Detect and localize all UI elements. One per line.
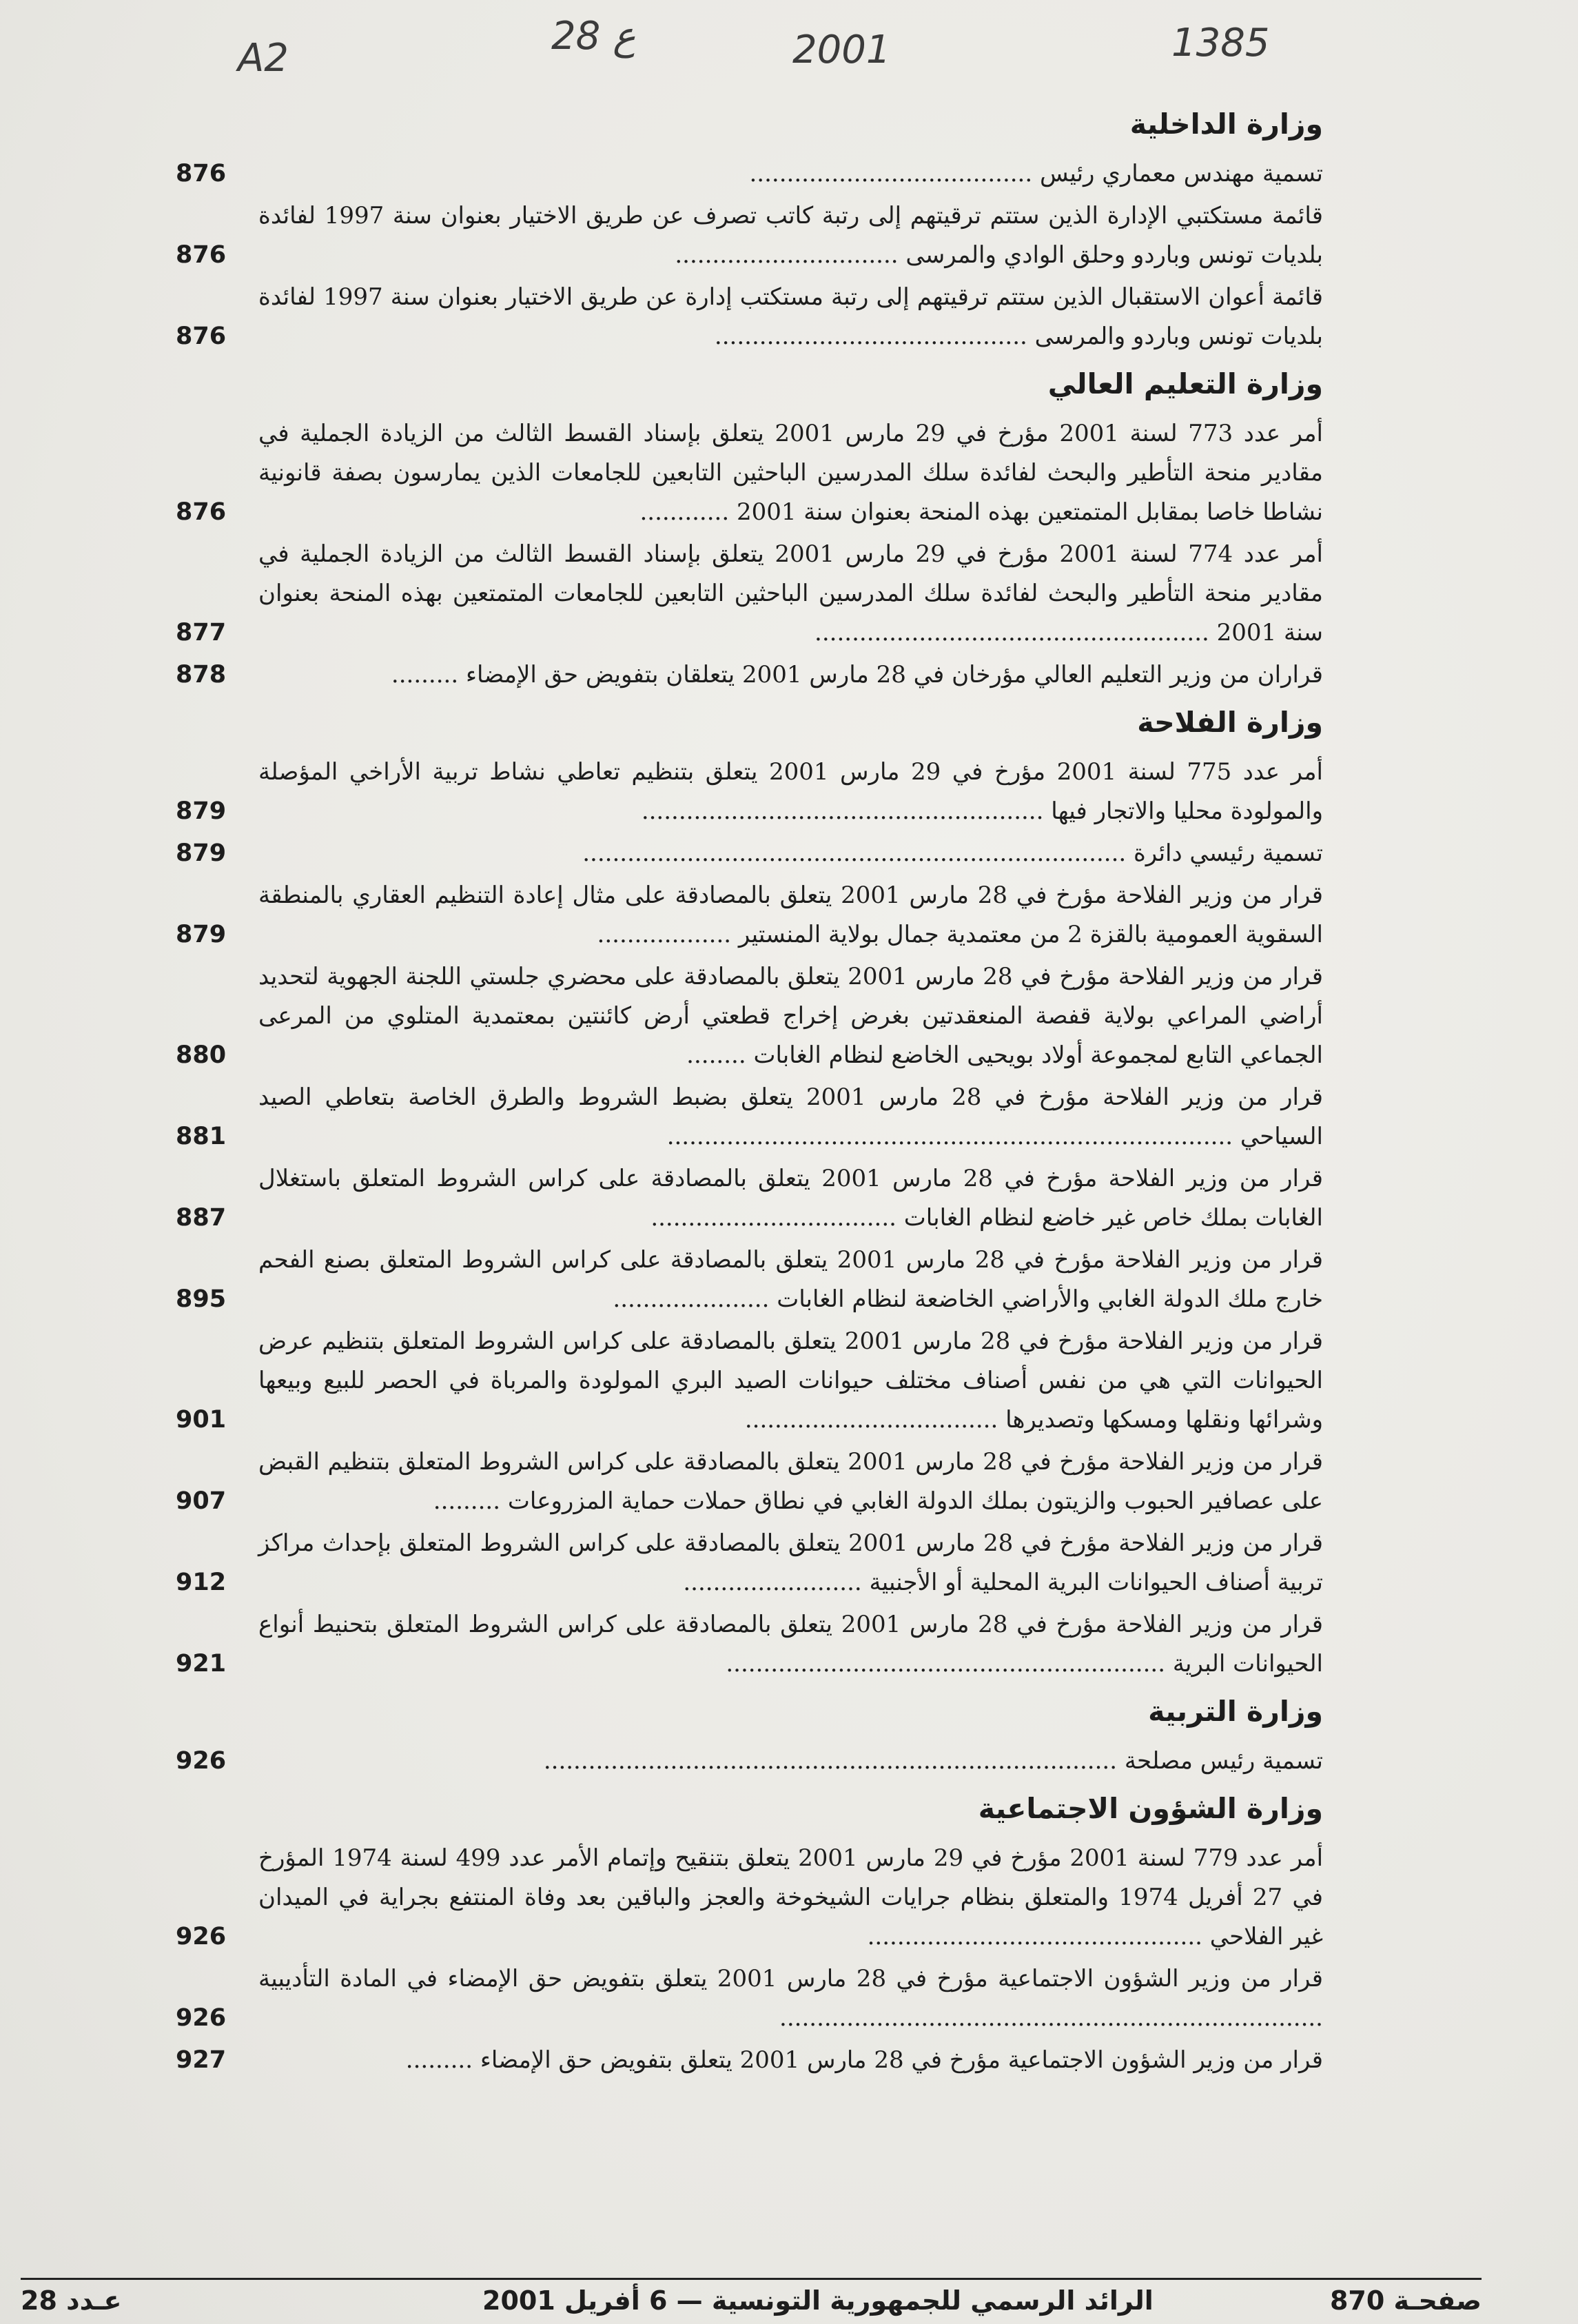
entry-page-number: 926 xyxy=(176,2004,227,2032)
toc-entry xyxy=(176,535,1323,653)
entry-page-number: 879 xyxy=(176,797,227,825)
entry-page-number: 880 xyxy=(176,1041,227,1069)
entry-title: قرار من وزير الفلاحة مؤرخ في 28 مارس 2001 يتعلق بالمصادقة على كراس الشروط المتعلق بتنظيم عرض الحيوانات التي هي من نفس أصناف مختلف حيوانات الصيد البري المولودة والمرباة في الحصر للبيع وبيعها وشرائها ونقلها ومسكها وتصديرها .................................. xyxy=(258,1327,1323,1434)
entry-title: قرار من وزير الشؤون الاجتماعية مؤرخ في 28 مارس 2001 يتعلق بتفويض حق الإمضاء ......... xyxy=(405,2046,1323,2074)
ministry-title: وزارة الداخلية xyxy=(1129,108,1323,141)
entry-page-number: 927 xyxy=(176,2046,227,2074)
entry-title: أمر عدد 779 لسنة 2001 مؤرخ في 29 مارس 2001 يتعلق بتنقيح وإتمام الأمر عدد 499 لسنة 1974 المؤرخ في 27 أفريل 1974 والمتعلق بنظام جرايات الشيخوخة والعجز والباقين بعد وفاة المنتفع بجراية في الميدان غير الفلاحي ............................................. xyxy=(258,1844,1324,1950)
entry-page-number: 876 xyxy=(176,323,227,350)
entry-page-number: 878 xyxy=(176,661,227,689)
footer-issue-number: عـدد 28 xyxy=(21,2285,122,2316)
toc-entry xyxy=(176,1605,1323,1684)
table-of-contents xyxy=(176,96,1323,2083)
entry-title: أمر عدد 774 لسنة 2001 مؤرخ في 29 مارس 2001 يتعلق بإسناد القسط الثالث من الزيادة الجملية في مقادير منحة التأطير والبحث لفائدة سلك المدرسين الباحثين التابعين للجامعات المتمتعين بهذه المنحة بعنوان سنة 2001 ..................................................... xyxy=(258,540,1323,646)
entry-page-number: 881 xyxy=(176,1123,227,1150)
entry-page-number: 901 xyxy=(176,1406,227,1434)
ministry-section xyxy=(176,103,1323,356)
entry-page-number: 879 xyxy=(176,839,227,867)
entry-page-number: 907 xyxy=(176,1487,227,1515)
toc-entry xyxy=(176,1241,1323,1319)
entry-title: قرار من وزير الفلاحة مؤرخ في 28 مارس 2001 يتعلق بالمصادقة على كراس الشروط المتعلق بصنع الفحم خارج ملك الدولة الغابي والأراضي الخاضعة لنظام الغابات ..................... xyxy=(258,1246,1324,1313)
entry-page-number: 895 xyxy=(176,1285,227,1313)
toc-entry xyxy=(176,1078,1323,1156)
ministry-title: وزارة التعليم العالي xyxy=(1047,367,1323,400)
entry-title: قائمة مستكتبي الإدارة الذين ستتم ترقيتهم إلى رتبة كاتب تصرف عن طريق الاختيار بعنوان سنة 1997 لفائدة بلديات تونس وباردو وحلق الوادي والمرسى .............................. xyxy=(258,202,1323,269)
handwritten-note-c: 2001 xyxy=(792,28,891,72)
ministry-section xyxy=(176,702,1323,1684)
toc-entry xyxy=(176,1959,1323,2038)
footer-page-number: صفحـة 870 xyxy=(1329,2285,1482,2316)
footer-journal-title: الرائد الرسمي للجمهورية التونسية — 6 أفريل 2001 xyxy=(482,2285,1154,2316)
entry-title: قرار من وزير الشؤون الاجتماعية مؤرخ في 28 مارس 2001 يتعلق بتفويض حق الإمضاء في المادة التأديبية ......................................................................... xyxy=(258,1965,1324,2032)
entry-page-number: 921 xyxy=(176,1650,227,1678)
entry-page-number: 876 xyxy=(176,241,227,269)
ministry-section xyxy=(176,1788,1323,2080)
entry-title: قرار من وزير الفلاحة مؤرخ في 28 مارس 2001 يتعلق بالمصادقة على محضري جلستي اللجنة الجهوية لتحديد أراضي المراعي بولاية قفصة المنعقدتين بغرض إخراج قطعتي أرض كائنتين بمعتمدية المتلوي من المرعى الجماعي التابع لمجموعة أولاد بويحيى الخاضع لنظام الغابات ........ xyxy=(258,963,1323,1069)
toc-entry xyxy=(176,753,1323,831)
toc-entry xyxy=(176,1322,1323,1440)
toc-entry xyxy=(176,278,1323,356)
toc-entry xyxy=(176,1839,1323,1957)
entry-title: قرار من وزير الفلاحة مؤرخ في 28 مارس 2001 يتعلق بضبط الشروط والطرق الخاصة بتعاطي الصيد السياحي ............................................................................ xyxy=(258,1083,1324,1150)
handwritten-note-a: A2 xyxy=(238,36,289,81)
toc-entry xyxy=(176,957,1323,1075)
entry-title: قائمة أعوان الاستقبال الذين ستتم ترقيتهم إلى رتبة مستكتب إدارة عن طريق الاختيار بعنوان سنة 1997 لفائدة بلديات تونس وباردو والمرسى .......................................... xyxy=(258,283,1323,350)
ministry-title: وزارة التربية xyxy=(1148,1695,1323,1728)
entry-title: تسمية رئيس مصلحة ............................................................................. xyxy=(543,1747,1323,1775)
entry-page-number: 926 xyxy=(176,1747,227,1775)
entry-title: قراران من وزير التعليم العالي مؤرخان في 28 مارس 2001 يتعلقان بتفويض حق الإمضاء ......... xyxy=(391,661,1323,689)
entry-page-number: 926 xyxy=(176,1923,227,1950)
toc-entry xyxy=(176,196,1323,275)
entry-page-number: 877 xyxy=(176,619,227,646)
handwritten-note-d: 1385 xyxy=(1171,21,1270,65)
toc-entry xyxy=(176,2041,1323,2080)
entry-title: أمر عدد 775 لسنة 2001 مؤرخ في 29 مارس 2001 يتعلق بتنظيم تعاطي نشاط تربية الأراخي المؤصلة والمولودة محليا والاتجار فيها ...................................................... xyxy=(258,758,1323,825)
ministry-title: وزارة الفلاحة xyxy=(1137,706,1323,739)
entry-page-number: 887 xyxy=(176,1204,227,1232)
toc-entry xyxy=(176,1443,1323,1521)
entry-title: تسمية مهندس معماري رئيس ...................................... xyxy=(749,160,1323,187)
page-footer xyxy=(21,2278,1482,2321)
entry-title: أمر عدد 773 لسنة 2001 مؤرخ في 29 مارس 2001 يتعلق بإسناد القسط الثالث من الزيادة الجملية في مقادير منحة التأطير والبحث لفائدة سلك المدرسين الباحثين التابعين للجامعات الذين يمارسون بصفة قانونية نشاطا خاصا بمقابل المتمتعين بهذه المنحة بعنوان سنة 2001 ............ xyxy=(258,420,1323,526)
handwritten-note-b: 28 ع xyxy=(551,14,636,59)
toc-entry xyxy=(176,1742,1323,1781)
toc-entry xyxy=(176,154,1323,194)
ministry-section xyxy=(176,1691,1323,1781)
entry-page-number: 912 xyxy=(176,1569,227,1596)
entry-page-number: 879 xyxy=(176,921,227,948)
toc-entry xyxy=(176,834,1323,873)
entry-title: قرار من وزير الفلاحة مؤرخ في 28 مارس 2001 يتعلق بالمصادقة على كراس الشروط المتعلق بتنظيم القبض على عصافير الحبوب والزيتون بملك الدولة الغابي في نطاق حملات حماية المزروعات ......... xyxy=(258,1448,1324,1515)
entry-title: قرار من وزير الفلاحة مؤرخ في 28 مارس 2001 يتعلق بالمصادقة على كراس الشروط المتعلق بتحنيط أنواع الحيوانات البرية ........................................................... xyxy=(258,1611,1323,1678)
ministry-title: وزارة الشؤون الاجتماعية xyxy=(978,1792,1323,1825)
entry-page-number: 876 xyxy=(176,498,227,526)
toc-entry xyxy=(176,876,1323,955)
toc-entry xyxy=(176,414,1323,532)
entry-title: تسمية رئيسي دائرة ......................................................................... xyxy=(582,839,1323,867)
toc-entry xyxy=(176,1524,1323,1602)
entry-page-number: 876 xyxy=(176,160,227,187)
entry-title: قرار من وزير الفلاحة مؤرخ في 28 مارس 2001 يتعلق بالمصادقة على كراس الشروط المتعلق بإحداث مراكز تربية أصناف الحيوانات البرية المحلية أو الأجنبية ........................ xyxy=(258,1529,1324,1596)
ministry-section xyxy=(176,363,1323,695)
toc-entry xyxy=(176,655,1323,695)
entry-title: قرار من وزير الفلاحة مؤرخ في 28 مارس 2001 يتعلق بالمصادقة على مثال إعادة التنظيم العقاري بالمنطقة السقوية العمومية بالقزة 2 من معتمدية جمال بولاية المنستير .................. xyxy=(258,881,1324,948)
toc-entry xyxy=(176,1159,1323,1238)
entry-title: قرار من وزير الفلاحة مؤرخ في 28 مارس 2001 يتعلق بالمصادقة على كراس الشروط المتعلق باستغلال الغابات بملك خاص غير خاضع لنظام الغابات ................................. xyxy=(258,1165,1323,1232)
